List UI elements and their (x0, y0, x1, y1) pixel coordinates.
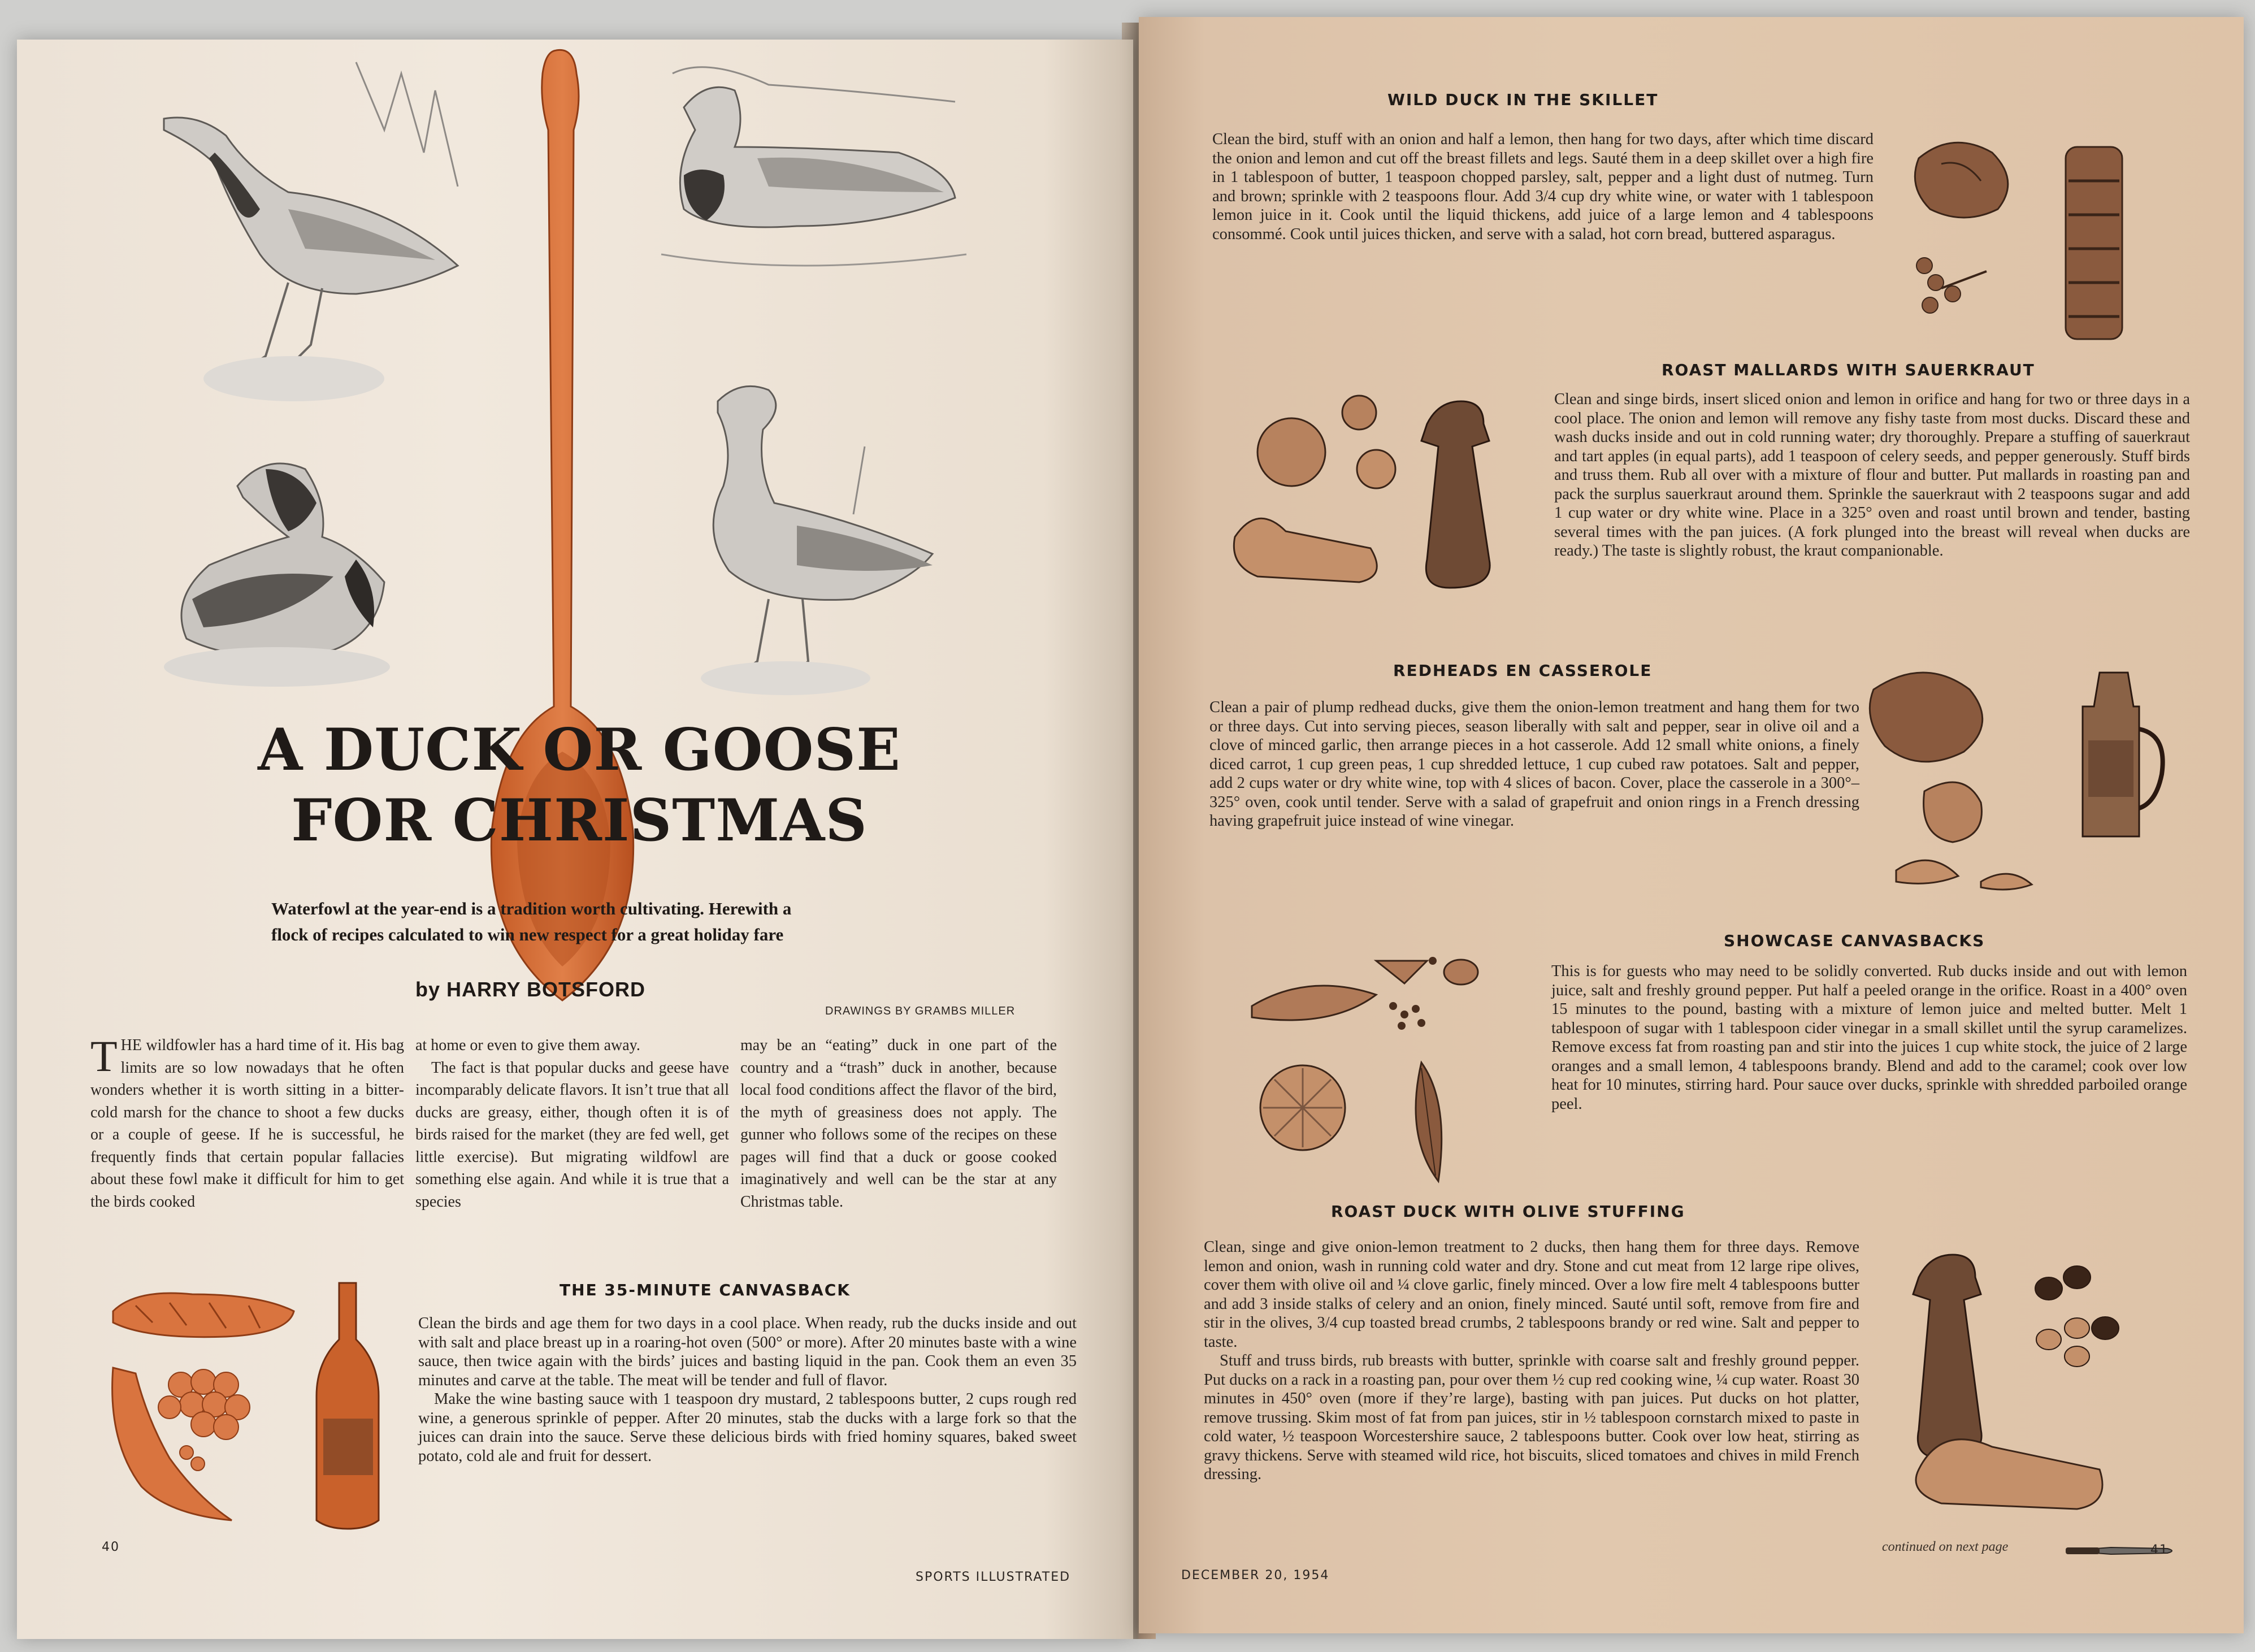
article-title-line1: A DUCK OR GOOSE (258, 716, 901, 784)
redhead-duck-drawing (164, 118, 458, 401)
byline: by HARRY BOTSFORD (415, 978, 646, 1001)
article-title-line2: FOR CHRISTMAS (291, 787, 868, 855)
bread-grapes-banana-wine-illustration (102, 1272, 418, 1537)
magazine-name: SPORTS ILLUSTRATED (916, 1570, 1071, 1584)
onion-parsley-skillet-illustration (1896, 124, 2167, 356)
intro-text-1: HE wildfowler has a hard time of it. His bag limits are so low nowadays that he often wonders whether it is worth sitting in a bitter-cold marsh for the chance to shoot a few ducks or a couple of geese. If he is successful, he frequently finds that certain popular fallacies about these fowl make it difficult for him to get the birds cooked (90, 1037, 404, 1211)
issue-date: DECEMBER 20, 1954 (1181, 1568, 1330, 1582)
article-deck (271, 896, 921, 948)
recipe-roast-mallards-body: Clean and singe birds, insert sliced onion and lemon in orifice and hang for two or three days in a cool place. The onion and lemon will remove any fishy taste from most ducks. Discard these and wash ducks inside and out in cold running water; dry thoroughly. Prepare a stuffing of sauerkraut and tart apples (in equal parts), add 1 teaspoon of celery seeds, and pepper generously. Stuff birds and truss them. Rub all over with a mixture of flour and butter. Put mallards in roasting pan and pack the surplus sauerkraut around them. Sprinkle the sauerkraut with 2 teaspoons sugar and add 1 cup water or dry white wine. Place in a 325° oven and roast until brown and tender, basting several times with the pan juices. (A fork plunged into the breast will reveal when ducks are ready.) The taste is slightly robust, the kraut companionable. (1554, 391, 2190, 560)
recipe-35-paragraph-2: Make the wine basting sauce with 1 teaspoon dry mustard, 2 tablespoons butter, 2 cups rough red wine, a generous sprinkle of pepper. After 20 minutes, stab the ducks with a large fork so that the juices can drain into the sauce. Serve these delicious birds with fried hominy squares, baked sweet potato, cold ale and fruit for dessert. (418, 1390, 1077, 1465)
onion-garlic-stein-illustration (1862, 656, 2179, 899)
deck-line1: Waterfowl at the year-end is a tradition worth cultivating. Herewith a (271, 899, 792, 918)
wooden-spoon-illustration (469, 40, 650, 1046)
recipe-35-paragraph-1: Clean the birds and age them for two days in a cool place. When ready, rub the ducks inside and out with salt and place breast up in a roaring-hot oven (500° or more). After 20 minutes baste with a wine sauce, then twice again with the birds’ juices and basting liquid in the pan. Cook them an even 35 minutes and carve at the table. The meat will be tender and full of flavor. (418, 1315, 1077, 1389)
intro-text-3: may be an “eating” duck in one part of the country and a “trash” duck in another, because local food conditions affect the flavor of the bird, the myth of greasiness does not apply. The gunner who follows some of the recipes on these pages will find that a duck or goose cooked imaginatively and well can be the star at any Christmas table. (740, 1037, 1057, 1211)
page-number-right: 41 (2150, 1543, 2169, 1557)
goose-drawing (701, 386, 933, 695)
recipe-roast-mallards-title: ROAST MALLARDS WITH SAUERKRAUT (1662, 361, 2035, 379)
intro-column-1 (90, 1031, 404, 1213)
apples-lemon-peppermill-illustration (1224, 390, 1517, 605)
recipe-35-minute-canvasback-title: THE 35-MINUTE CANVASBACK (560, 1281, 851, 1299)
recipe-redheads-body: Clean a pair of plump redhead ducks, give them the onion-lemon treatment and hang them for two or three days. Cut into serving pieces, season liberally with salt and pepper, sear in olive oil and a clove of minced garlic, then arrange pieces in a hot casserole. Add 12 small white onions, a finely diced carrot, 1 cup green peas, 1 cup shredded lettuce, 1 cup cubed raw potatoes. Salt and pepper, add 2 cups water or dry white wine, top with 4 slices of bacon. Cover, place the casserole in a 300°–325° oven, cook until tender. Serve with a salad of grapefruit and onion rings in a French dressing having grapefruit juice instead of wine vinegar. (1209, 699, 1859, 830)
intro-text-2a: at home or even to give them away. (415, 1037, 640, 1054)
recipe-olive-stuffing-body (1204, 1238, 1859, 1484)
continued-notice: continued on next page (1882, 1540, 2009, 1554)
illustration-credit: DRAWINGS BY GRAMBS MILLER (825, 1005, 1016, 1017)
peppermill-olives-lemon-illustration (1907, 1243, 2156, 1526)
bay-leaves-orange-peppercorns-illustration (1246, 955, 1540, 1193)
recipe-wild-duck-title: WILD DUCK IN THE SKILLET (1387, 90, 1659, 109)
intro-column-3 (740, 1034, 1057, 1213)
recipe-olive-stuffing-title: ROAST DUCK WITH OLIVE STUFFING (1331, 1202, 1685, 1221)
intro-text-2b: The fact is that popular ducks and geese have incomparably delicate flavors. It isn’t true that all ducks are greasy, either, though often it is of birds raised for the market (they are fed well, get little exercise). But migrating wildfowl are something else again. And while it is true that a species (415, 1059, 729, 1211)
recipe-olive-paragraph-2: Stuff and truss birds, rub breasts with butter, sprinkle with coarse salt and freshly ground pepper. Put ducks on a rack in a roasting pan, pour over them ½ cup red cooking wine, ¼ cup water. Roast 30 minutes in 450° oven (more if they’re large), basting with pan juices. Put ducks on hot platter, remove trussing. Skim most of fat from pan juices, stir in ½ tablespoon cornstarch mixed to paste in cold water, ½ teaspoon Worcestershire sauce, 2 tablespoons butter. Cook over low heat, stirring as gravy thickens. Serve with steamed wild rice, hot biscuits, sliced tomatoes and chives in mild French dressing. (1204, 1352, 1859, 1483)
recipe-35-minute-canvasback-body (418, 1314, 1077, 1465)
page-number-left: 40 (102, 1540, 120, 1554)
intro-column-2 (415, 1034, 729, 1213)
right-page (1139, 17, 2244, 1633)
drop-cap: T (90, 1031, 118, 1081)
recipe-redheads-title: REDHEADS EN CASSEROLE (1393, 661, 1653, 680)
canvasback-duck-drawing (661, 87, 966, 266)
recipe-showcase-canvasbacks-body: This is for guests who may need to be solidly converted. Rub ducks inside and out with lemon juice, salt and freshly ground pepper. Put half a peeled orange in the orifice. Roast in a 400° oven 15 minutes to the pound, basting with a mixture of lemon juice and melted butter. Melt 1 tablespoon of sugar with 1 tablespoon cider vinegar in a small skillet until the syrup caramelizes. Remove excess fat from roasting pan and stir into the juices 1 cup white stock, the juice of 2 large oranges and a small lemon, 4 tablespoons brandy. Blend and add to the caramel; cook over low heat for 10 minutes, stirring hard. Pour sauce over ducks, sprinkle with shredded parboiled orange peel. (1551, 962, 2187, 1113)
recipe-wild-duck-body: Clean the bird, stuff with an onion and half a lemon, then hang for two days, after which time discard the onion and lemon and cut off the breast fillets and legs. Sauté them in a deep skillet over a high fire in 1 tablespoon of butter, 1 teaspoon chopped parsley, salt, pepper and a light dust of nutmeg. Turn and brown; sprinkle with 2 teaspoons flour. Add 3/4 cup dry white wine, or water with 1 tablespoon lemon juice in it. Cook until the liquid thickens, add juice of a large lemon and 4 tablespoons consommé. Cook until juices thicken, and serve with a salad, hot corn bread, buttered asparagus. (1212, 131, 1874, 243)
recipe-olive-paragraph-1: Clean, singe and give onion-lemon treatment to 2 ducks, then hang them for three days. Remove lemon and onion, wash in running cold water and dry. Stone and cut meat from 12 large ripe olives, cover them with olive oil and ¼ clove garlic, finely minced. Over a low fire melt 4 tablespoons butter and add 3 inside stalks of celery and an onion, finely minced. Sauté until soft, remove from fire and stir in the olives, 3/4 cup toasted bread crumbs, 2 tablespoons brandy or red wine. Salt and pepper to taste. (1204, 1238, 1859, 1351)
mallard-duck-drawing (164, 463, 390, 687)
deck-line2: flock of recipes calculated to win new respect for a great holiday fare (271, 925, 784, 944)
left-page (17, 40, 1133, 1639)
recipe-showcase-canvasbacks-title: SHOWCASE CANVASBACKS (1724, 931, 1985, 950)
